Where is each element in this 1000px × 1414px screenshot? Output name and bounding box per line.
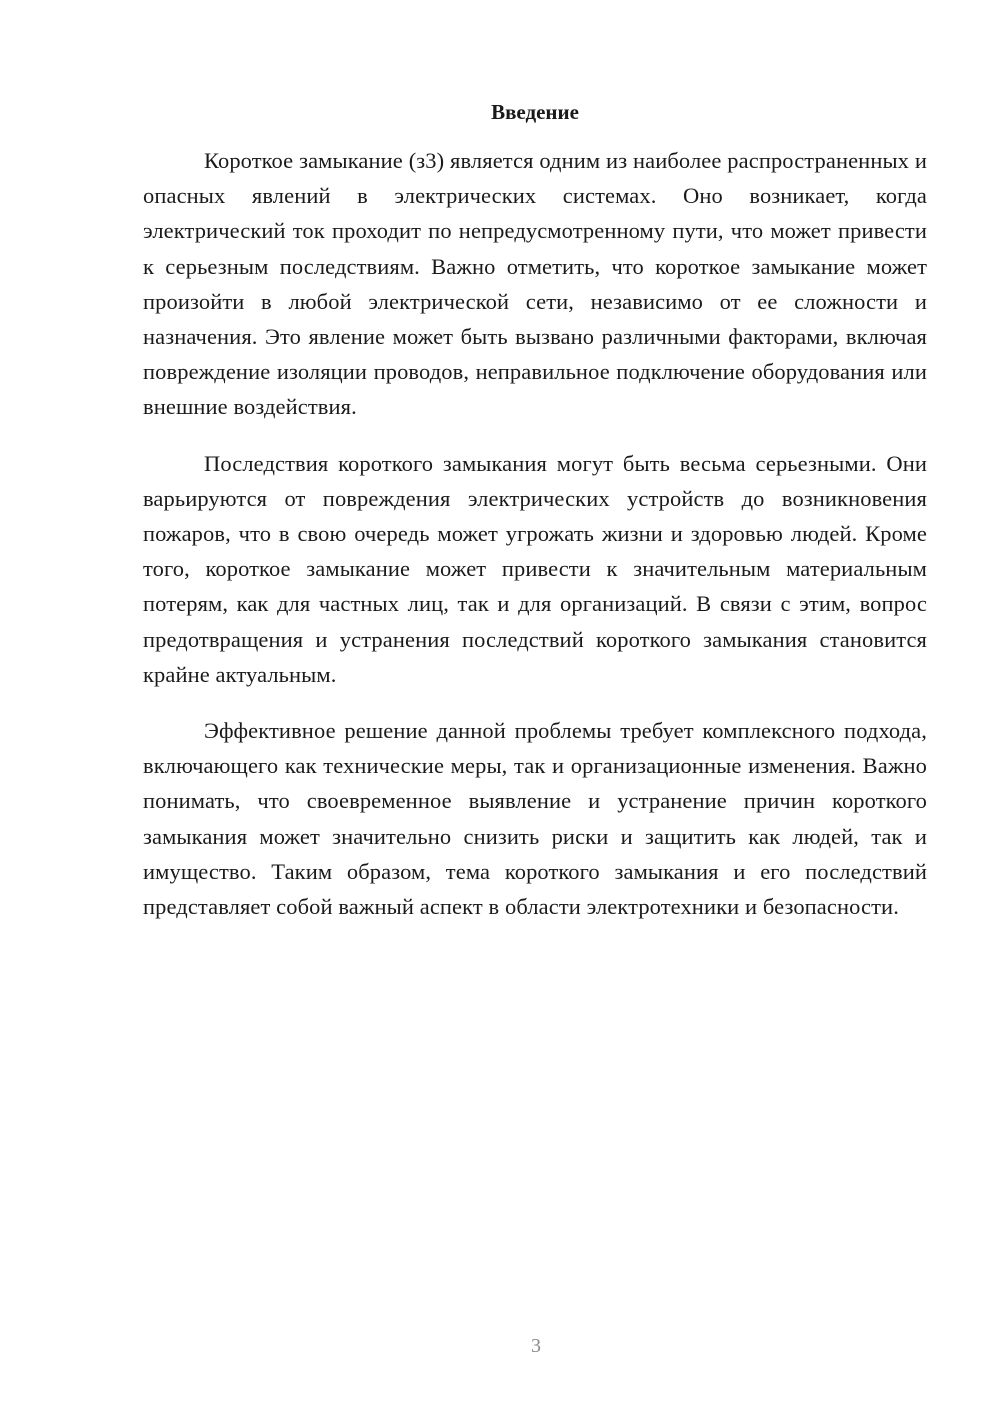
paragraph-2: Последствия короткого замыкания могут быть весьма серьезными. Они варьируются от повреждения электрических устройств до возникновения пожаров, что в свою очередь может угрожать жизни и здоровью людей. Кроме того, короткое замыкание может привести к значительным материальным потерям, как для частных лиц, так и для организаций. В связи с этим, вопрос предотвращения и устранения последствий короткого замыкания становится крайне актуальным. xyxy=(143,450,927,687)
paragraph-1: Короткое замыкание (з3) является одним из наиболее распространенных и опасных явлений в электрических системах. Оно возникает, когда электрический ток проходит по непредусмотренному пути, что может привести к серьезным последствиям. Важно отметить, что короткое замыкание может произойти в любой электрической сети, независимо от ее сложности и назначения. Это явление может быть вызвано различными факторами, включая повреждение изоляции проводов, неправильное подключение оборудования или внешние воздействия. xyxy=(143,148,927,420)
body-text xyxy=(143,143,927,924)
page-number: 3 xyxy=(531,1335,541,1357)
section-heading: Введение xyxy=(491,100,579,124)
paragraph-3: Эффективное решение данной проблемы требует комплексного подхода, включающего как технические меры, так и организационные изменения. Важно понимать, что своевременное выявление и устранение причин короткого замыкания может значительно снизить риски и защитить как людей, так и имущество. Таким образом, тема короткого замыкания и его последствий представляет собой важный аспект в области электротехники и безопасности. xyxy=(143,718,927,920)
